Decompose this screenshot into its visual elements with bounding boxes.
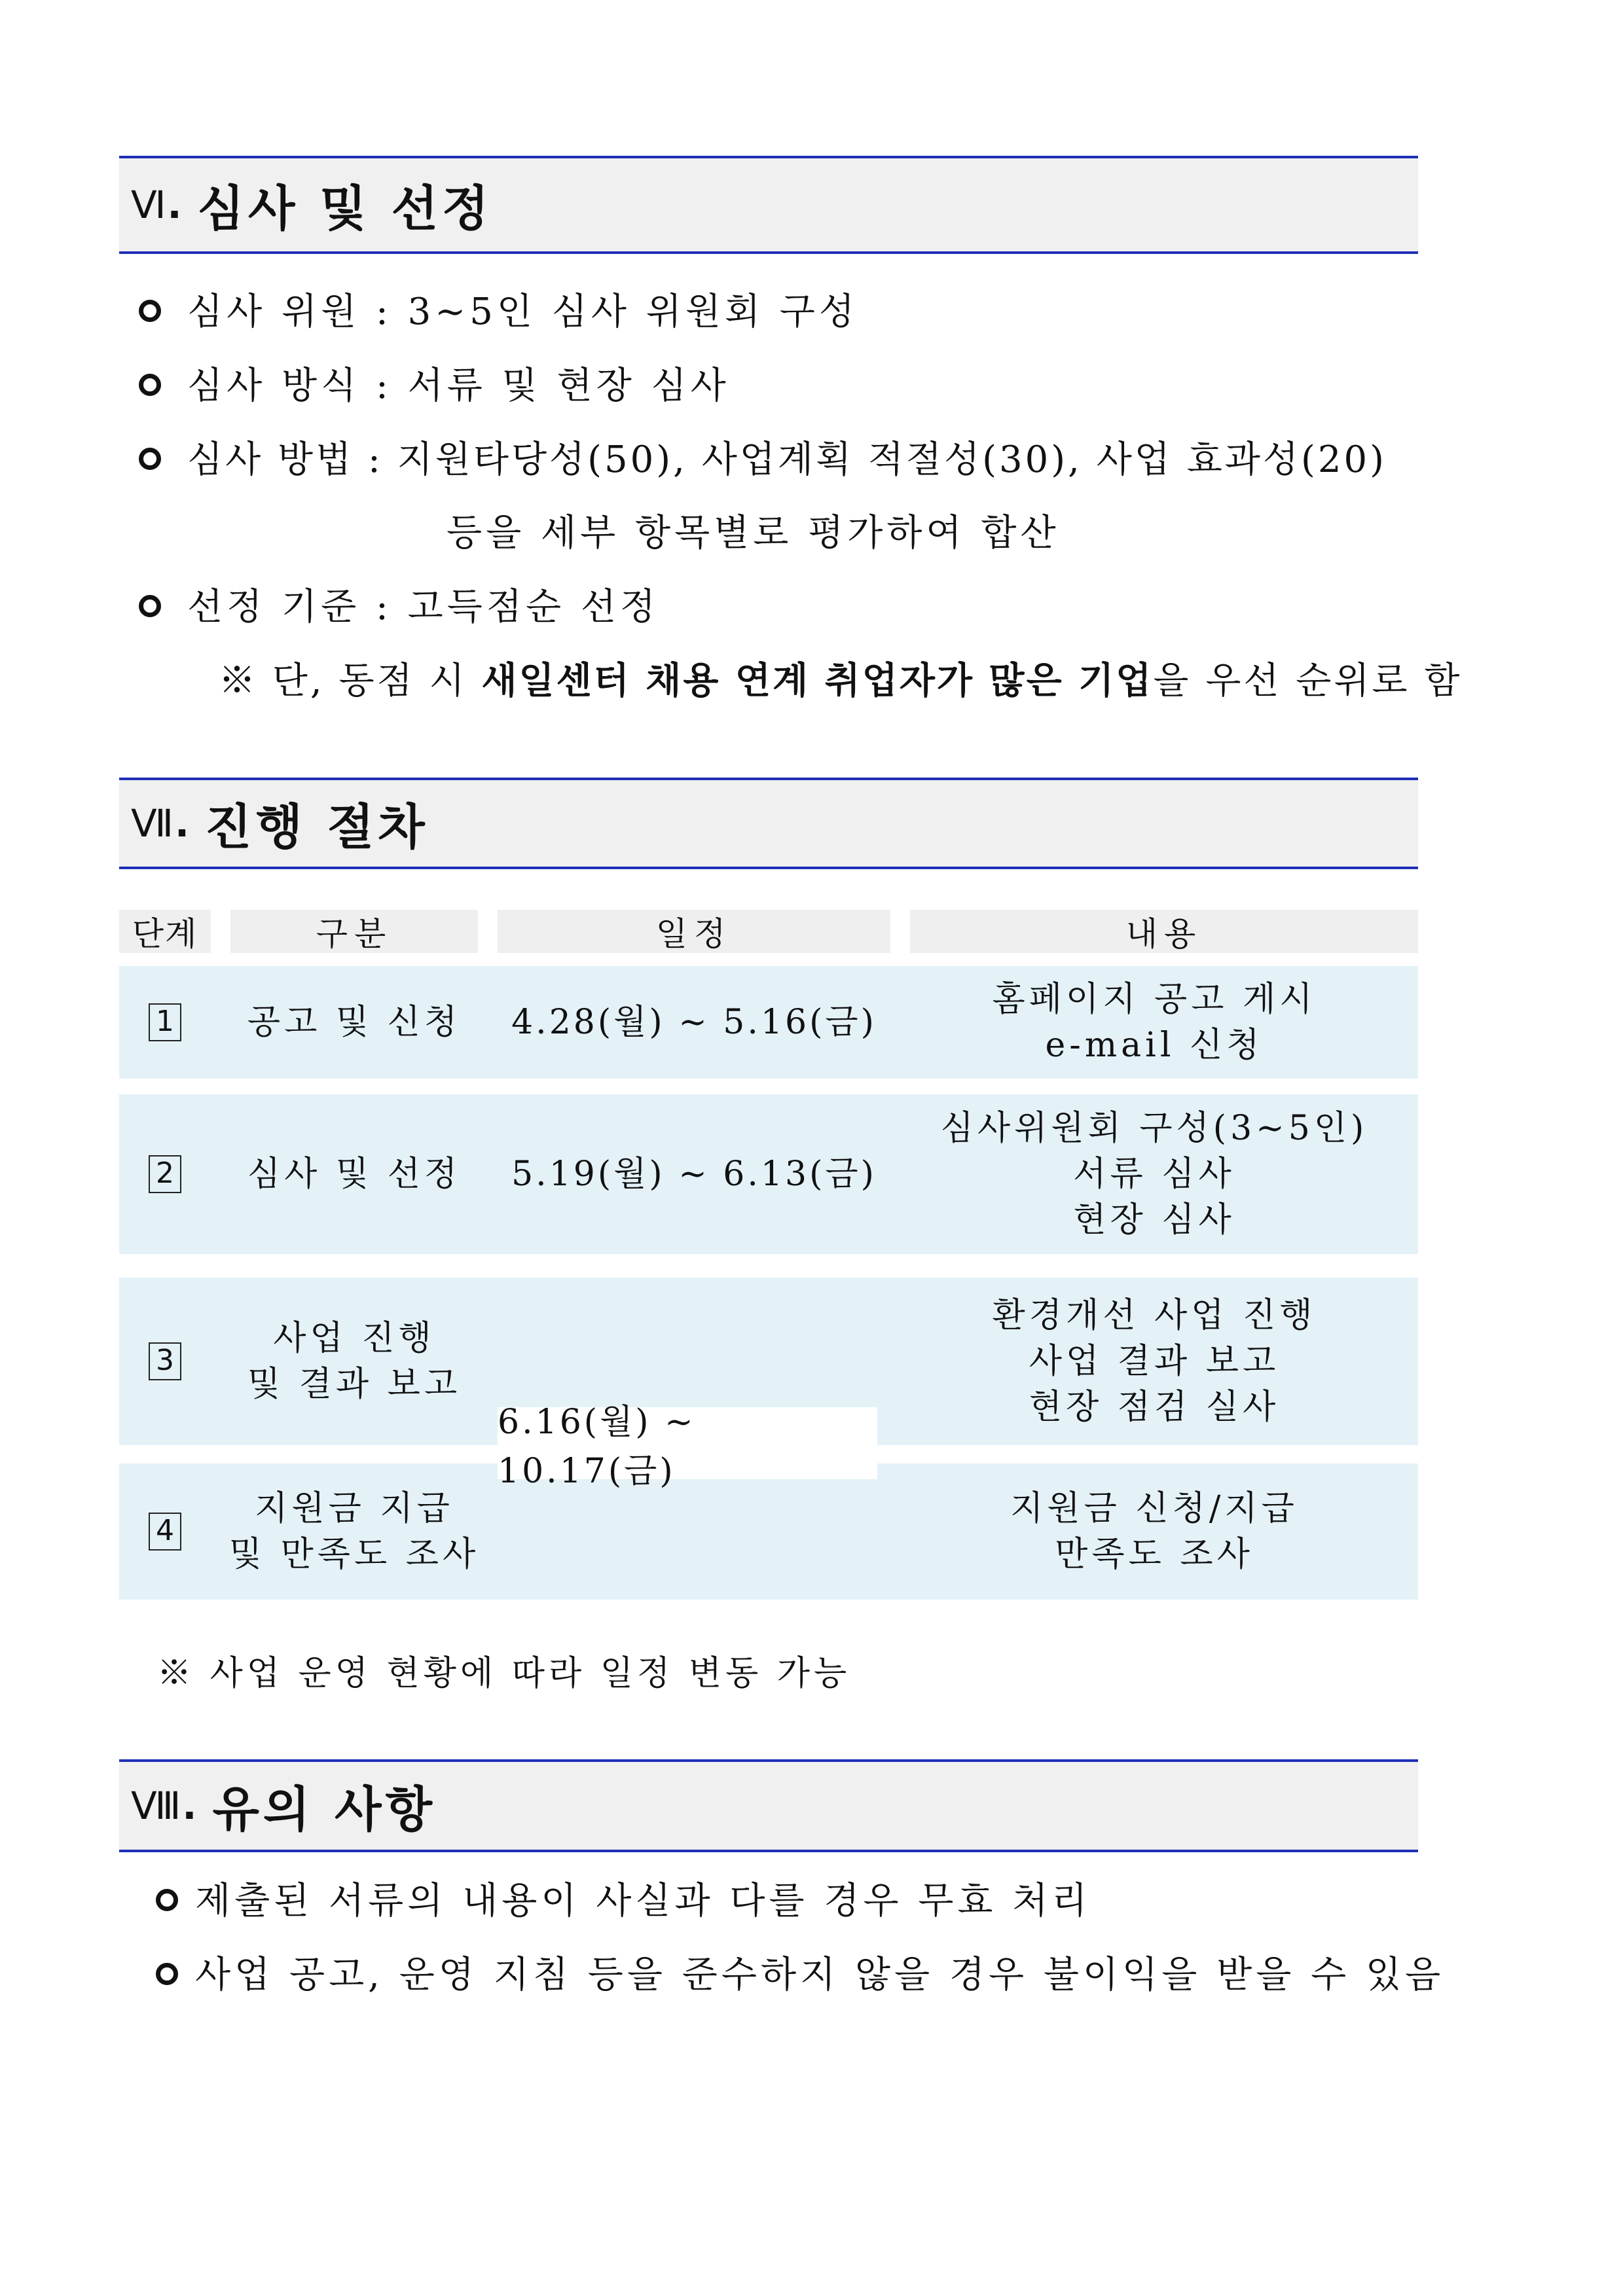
list-item-judges [139, 283, 858, 335]
content-line: 지원금 신청/지급 [1010, 1489, 1298, 1528]
content-cell [890, 1463, 1418, 1600]
content-line: 환경개선 사업 진행 [992, 1296, 1317, 1335]
step-cell [119, 966, 211, 1079]
section-7-header [119, 778, 1418, 869]
schedule-cell [498, 1094, 890, 1254]
content-line: 만족도 조사 [1055, 1535, 1254, 1574]
section-7-title: 진행 절차 [205, 799, 429, 855]
note-prefix: ※ 단, 동점 시 [219, 660, 482, 702]
content-cell [890, 966, 1418, 1079]
list-item-selection-criteria [139, 578, 659, 630]
content-line: 서류 심사 [1073, 1155, 1235, 1194]
step-cell [119, 1094, 211, 1254]
merged-schedule-cell [498, 1403, 877, 1491]
list-item-text: 사업 공고, 운영 지침 등을 준수하지 않을 경우 불이익을 받을 수 있음 [195, 1954, 1445, 1996]
circle-bullet-icon [139, 595, 161, 617]
schedule-text: 5.19(월) ~ 6.13(금) [511, 1155, 877, 1194]
schedule-note: ※ 사업 운영 현황에 따라 일정 변동 가능 [157, 1654, 851, 1693]
content-cell [890, 1278, 1418, 1445]
section-8-header [119, 1759, 1418, 1852]
section-6-dot: . [167, 183, 182, 227]
list-item-review-type [139, 357, 730, 409]
category-cell [211, 966, 498, 1079]
content-line: 사업 결과 보고 [1029, 1342, 1280, 1381]
category-line: 공고 및 신청 [247, 1003, 462, 1042]
section-7-number: Ⅶ [131, 801, 175, 846]
circle-bullet-icon [139, 374, 161, 396]
category-cell [211, 1463, 498, 1600]
column-header-content: 내용 [910, 910, 1418, 953]
content-line: 심사위원회 구성(3~5인) [940, 1109, 1368, 1148]
list-item-text: 심사 방식 : 서류 및 현장 심사 [187, 365, 730, 407]
step-cell [119, 1463, 211, 1600]
section-7-dot: . [174, 801, 189, 846]
section-6-number: Ⅵ [131, 183, 168, 227]
content-line: e-mail 신청 [1045, 1026, 1264, 1065]
content-line: 현장 점검 실사 [1029, 1388, 1280, 1427]
note-suffix: 을 우선 순위로 함 [1153, 660, 1463, 702]
step-cell [119, 1278, 211, 1445]
column-header-schedule: 일정 [498, 910, 890, 953]
section-8-title: 유의 사항 [212, 1782, 437, 1838]
list-item-text: 제출된 서류의 내용이 사실과 다를 경우 무효 처리 [195, 1880, 1091, 1922]
category-line: 및 만족도 조사 [228, 1535, 480, 1574]
list-item-text: 심사 방법 : 지원타당성(50), 사업계획 적절성(30), 사업 효과성(20) [187, 439, 1387, 481]
category-line: 심사 및 선정 [247, 1155, 462, 1194]
column-header-step: 단계 [119, 910, 211, 953]
list-item-noncompliance [156, 1946, 1444, 1998]
section-6-title: 심사 및 선정 [197, 181, 493, 237]
step-number-box: 2 [149, 1155, 181, 1193]
step-number-box: 1 [149, 1003, 181, 1041]
section-8-dot: . [182, 1784, 197, 1828]
note-emphasis: 새일센터 채용 연계 취업자가 많은 기업 [481, 660, 1154, 702]
content-line: 홈페이지 공고 게시 [992, 980, 1317, 1019]
step-number-box: 3 [149, 1342, 181, 1380]
content-cell [890, 1094, 1418, 1254]
list-item-text: 선정 기준 : 고득점순 선정 [187, 586, 660, 628]
circle-bullet-icon [139, 300, 161, 322]
tie-break-note [219, 652, 1463, 704]
list-item-text: 심사 위원 : 3~5인 심사 위원회 구성 [187, 291, 859, 333]
circle-bullet-icon [156, 1963, 178, 1985]
circle-bullet-icon [156, 1889, 178, 1911]
schedule-text: 6.16(월) ~ 10.17(금) [498, 1403, 696, 1491]
list-item-review-method [139, 431, 1387, 483]
schedule-cell [498, 966, 890, 1079]
step-number-box: 4 [149, 1513, 181, 1551]
category-cell [211, 1094, 498, 1254]
section-8-number: Ⅷ [131, 1784, 183, 1828]
category-line: 및 결과 보고 [247, 1365, 462, 1404]
category-cell [211, 1278, 498, 1445]
category-line: 사업 진행 [273, 1319, 435, 1358]
section-6-header [119, 156, 1418, 254]
schedule-text: 4.28(월) ~ 5.16(금) [511, 1003, 877, 1042]
category-line: 지원금 지급 [255, 1489, 454, 1528]
content-line: 현장 심사 [1073, 1200, 1235, 1240]
list-item-false-documents [156, 1872, 1091, 1924]
circle-bullet-icon [139, 448, 161, 470]
review-method-continuation: 등을 세부 항목별로 평가하여 합산 [447, 512, 1060, 554]
column-header-category: 구분 [230, 910, 478, 953]
